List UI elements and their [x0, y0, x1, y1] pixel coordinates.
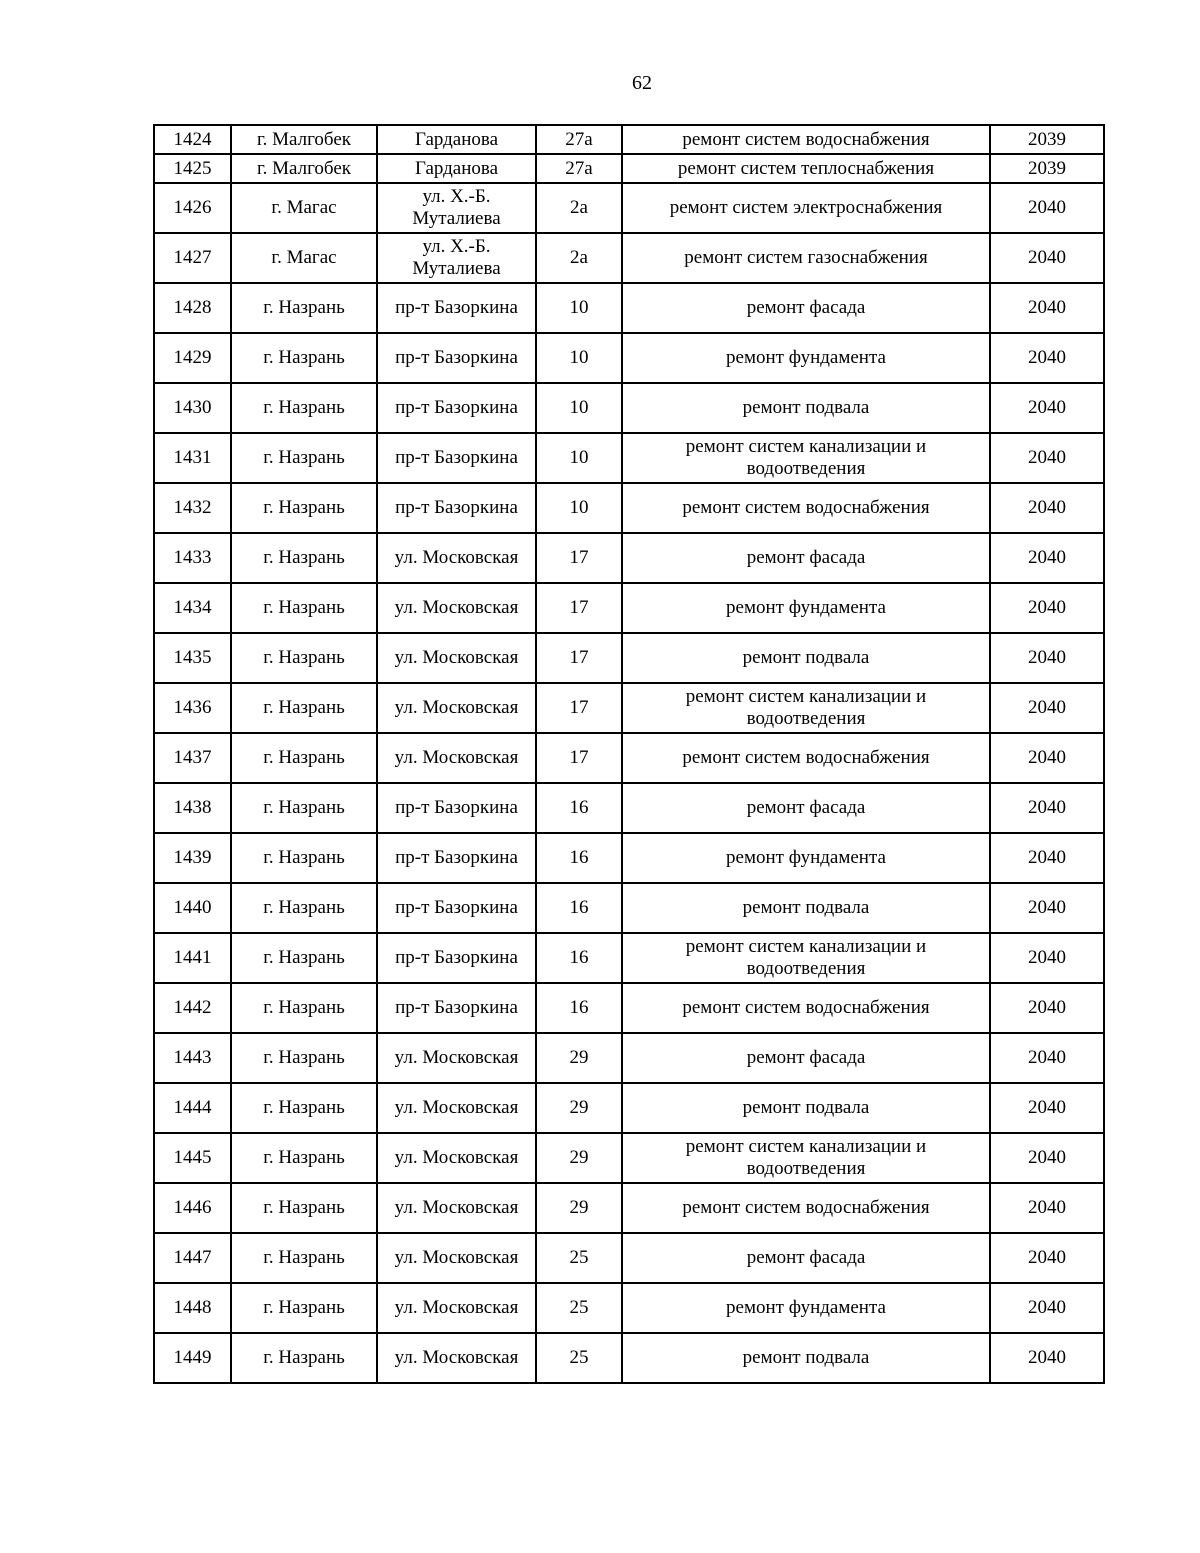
street-cell: ул. Московская — [377, 683, 536, 733]
table-row — [154, 1283, 1104, 1333]
year-cell: 2040 — [990, 833, 1104, 883]
year-cell: 2040 — [990, 183, 1104, 233]
table-row — [154, 1233, 1104, 1283]
table-row — [154, 183, 1104, 233]
year-cell: 2040 — [990, 333, 1104, 383]
work-type-cell: ремонт систем водоснабжения — [622, 483, 990, 533]
work-type-cell: ремонт систем газоснабжения — [622, 233, 990, 283]
city-cell: г. Малгобек — [231, 154, 377, 183]
house-number-cell: 17 — [536, 683, 622, 733]
work-type-cell: ремонт фундамента — [622, 333, 990, 383]
table-row — [154, 583, 1104, 633]
city-cell: г. Назрань — [231, 933, 377, 983]
table-row — [154, 283, 1104, 333]
work-type-cell: ремонт фундамента — [622, 833, 990, 883]
table-row — [154, 483, 1104, 533]
table-row — [154, 1133, 1104, 1183]
street-cell: Гарданова — [377, 125, 536, 154]
street-cell: пр-т Базоркина — [377, 483, 536, 533]
house-number-cell: 17 — [536, 633, 622, 683]
city-cell: г. Назрань — [231, 633, 377, 683]
work-type-cell: ремонт систем теплоснабжения — [622, 154, 990, 183]
city-cell: г. Назрань — [231, 283, 377, 333]
street-cell: ул. Московская — [377, 1083, 536, 1133]
city-cell: г. Назрань — [231, 733, 377, 783]
row-number-cell: 1431 — [154, 433, 231, 483]
city-cell: г. Назрань — [231, 483, 377, 533]
table-row — [154, 533, 1104, 583]
table-row — [154, 125, 1104, 154]
row-number-cell: 1426 — [154, 183, 231, 233]
row-number-cell: 1442 — [154, 983, 231, 1033]
street-cell: ул. Московская — [377, 1283, 536, 1333]
page-number: 62 — [632, 72, 652, 94]
work-type-cell: ремонт подвала — [622, 633, 990, 683]
table-row — [154, 233, 1104, 283]
work-type-cell: ремонт подвала — [622, 1083, 990, 1133]
row-number-cell: 1432 — [154, 483, 231, 533]
city-cell: г. Назрань — [231, 1233, 377, 1283]
house-number-cell: 10 — [536, 483, 622, 533]
repair-schedule-table — [153, 124, 1105, 1384]
row-number-cell: 1447 — [154, 1233, 231, 1283]
house-number-cell: 29 — [536, 1183, 622, 1233]
city-cell: г. Назрань — [231, 333, 377, 383]
work-type-cell: ремонт фасада — [622, 283, 990, 333]
house-number-cell: 25 — [536, 1333, 622, 1383]
house-number-cell: 10 — [536, 433, 622, 483]
row-number-cell: 1428 — [154, 283, 231, 333]
house-number-cell: 17 — [536, 733, 622, 783]
row-number-cell: 1448 — [154, 1283, 231, 1333]
year-cell: 2040 — [990, 633, 1104, 683]
row-number-cell: 1425 — [154, 154, 231, 183]
street-cell: пр-т Базоркина — [377, 433, 536, 483]
row-number-cell: 1435 — [154, 633, 231, 683]
city-cell: г. Назрань — [231, 833, 377, 883]
work-type-cell: ремонт систем электроснабжения — [622, 183, 990, 233]
row-number-cell: 1436 — [154, 683, 231, 733]
table-row — [154, 1033, 1104, 1083]
table-row — [154, 1183, 1104, 1233]
table-row — [154, 783, 1104, 833]
year-cell: 2039 — [990, 125, 1104, 154]
street-cell: ул. Х.-Б. Муталиева — [377, 183, 536, 233]
table-row — [154, 683, 1104, 733]
city-cell: г. Назрань — [231, 1183, 377, 1233]
year-cell: 2040 — [990, 733, 1104, 783]
house-number-cell: 2а — [536, 233, 622, 283]
city-cell: г. Магас — [231, 233, 377, 283]
street-cell: пр-т Базоркина — [377, 333, 536, 383]
table-row — [154, 983, 1104, 1033]
work-type-cell: ремонт подвала — [622, 383, 990, 433]
city-cell: г. Назрань — [231, 1333, 377, 1383]
row-number-cell: 1439 — [154, 833, 231, 883]
year-cell: 2040 — [990, 383, 1104, 433]
year-cell: 2040 — [990, 283, 1104, 333]
work-type-cell: ремонт систем канализации и водоотведения — [622, 1133, 990, 1183]
street-cell: пр-т Базоркина — [377, 283, 536, 333]
house-number-cell: 17 — [536, 533, 622, 583]
row-number-cell: 1429 — [154, 333, 231, 383]
work-type-cell: ремонт подвала — [622, 883, 990, 933]
table-row — [154, 433, 1104, 483]
table-row — [154, 154, 1104, 183]
city-cell: г. Назрань — [231, 783, 377, 833]
house-number-cell: 17 — [536, 583, 622, 633]
work-type-cell: ремонт фасада — [622, 1033, 990, 1083]
year-cell: 2040 — [990, 983, 1104, 1033]
table-row — [154, 383, 1104, 433]
city-cell: г. Назрань — [231, 683, 377, 733]
row-number-cell: 1437 — [154, 733, 231, 783]
house-number-cell: 29 — [536, 1133, 622, 1183]
house-number-cell: 16 — [536, 833, 622, 883]
work-type-cell: ремонт систем канализации и водоотведения — [622, 933, 990, 983]
work-type-cell: ремонт систем водоснабжения — [622, 733, 990, 783]
row-number-cell: 1434 — [154, 583, 231, 633]
row-number-cell: 1445 — [154, 1133, 231, 1183]
work-type-cell: ремонт фасада — [622, 1233, 990, 1283]
city-cell: г. Назрань — [231, 583, 377, 633]
table-row — [154, 1083, 1104, 1133]
row-number-cell: 1433 — [154, 533, 231, 583]
city-cell: г. Назрань — [231, 1283, 377, 1333]
street-cell: ул. Х.-Б. Муталиева — [377, 233, 536, 283]
house-number-cell: 29 — [536, 1083, 622, 1133]
street-cell: ул. Московская — [377, 533, 536, 583]
house-number-cell: 10 — [536, 283, 622, 333]
street-cell: пр-т Базоркина — [377, 883, 536, 933]
street-cell: ул. Московская — [377, 733, 536, 783]
house-number-cell: 16 — [536, 783, 622, 833]
year-cell: 2040 — [990, 1183, 1104, 1233]
city-cell: г. Назрань — [231, 383, 377, 433]
row-number-cell: 1440 — [154, 883, 231, 933]
house-number-cell: 2а — [536, 183, 622, 233]
year-cell: 2040 — [990, 1333, 1104, 1383]
row-number-cell: 1446 — [154, 1183, 231, 1233]
house-number-cell: 10 — [536, 333, 622, 383]
row-number-cell: 1443 — [154, 1033, 231, 1083]
work-type-cell: ремонт фундамента — [622, 1283, 990, 1333]
year-cell: 2040 — [990, 1083, 1104, 1133]
house-number-cell: 16 — [536, 983, 622, 1033]
house-number-cell: 16 — [536, 883, 622, 933]
year-cell: 2040 — [990, 1283, 1104, 1333]
table-row — [154, 1333, 1104, 1383]
house-number-cell: 27а — [536, 125, 622, 154]
street-cell: ул. Московская — [377, 1233, 536, 1283]
year-cell: 2040 — [990, 933, 1104, 983]
row-number-cell: 1427 — [154, 233, 231, 283]
table-row — [154, 733, 1104, 783]
house-number-cell: 25 — [536, 1283, 622, 1333]
street-cell: пр-т Базоркина — [377, 783, 536, 833]
street-cell: ул. Московская — [377, 1033, 536, 1083]
city-cell: г. Малгобек — [231, 125, 377, 154]
table-row — [154, 883, 1104, 933]
work-type-cell: ремонт систем канализации и водоотведения — [622, 683, 990, 733]
house-number-cell: 29 — [536, 1033, 622, 1083]
street-cell: ул. Московская — [377, 1183, 536, 1233]
table-row — [154, 933, 1104, 983]
year-cell: 2040 — [990, 583, 1104, 633]
street-cell: ул. Московская — [377, 583, 536, 633]
house-number-cell: 25 — [536, 1233, 622, 1283]
street-cell: пр-т Базоркина — [377, 833, 536, 883]
year-cell: 2040 — [990, 1133, 1104, 1183]
table-row — [154, 633, 1104, 683]
work-type-cell: ремонт фундамента — [622, 583, 990, 633]
row-number-cell: 1430 — [154, 383, 231, 433]
work-type-cell: ремонт систем водоснабжения — [622, 125, 990, 154]
year-cell: 2040 — [990, 1233, 1104, 1283]
year-cell: 2039 — [990, 154, 1104, 183]
year-cell: 2040 — [990, 483, 1104, 533]
table-body — [154, 125, 1104, 1383]
work-type-cell: ремонт систем водоснабжения — [622, 983, 990, 1033]
work-type-cell: ремонт подвала — [622, 1333, 990, 1383]
street-cell: ул. Московская — [377, 1333, 536, 1383]
table-row — [154, 833, 1104, 883]
house-number-cell: 10 — [536, 383, 622, 433]
year-cell: 2040 — [990, 683, 1104, 733]
street-cell: Гарданова — [377, 154, 536, 183]
city-cell: г. Назрань — [231, 983, 377, 1033]
row-number-cell: 1444 — [154, 1083, 231, 1133]
year-cell: 2040 — [990, 1033, 1104, 1083]
city-cell: г. Назрань — [231, 1083, 377, 1133]
year-cell: 2040 — [990, 533, 1104, 583]
street-cell: пр-т Базоркина — [377, 383, 536, 433]
city-cell: г. Магас — [231, 183, 377, 233]
year-cell: 2040 — [990, 433, 1104, 483]
city-cell: г. Назрань — [231, 433, 377, 483]
work-type-cell: ремонт систем водоснабжения — [622, 1183, 990, 1233]
row-number-cell: 1424 — [154, 125, 231, 154]
year-cell: 2040 — [990, 233, 1104, 283]
year-cell: 2040 — [990, 883, 1104, 933]
work-type-cell: ремонт фасада — [622, 533, 990, 583]
work-type-cell: ремонт систем канализации и водоотведения — [622, 433, 990, 483]
house-number-cell: 16 — [536, 933, 622, 983]
city-cell: г. Назрань — [231, 533, 377, 583]
street-cell: ул. Московская — [377, 1133, 536, 1183]
street-cell: пр-т Базоркина — [377, 933, 536, 983]
city-cell: г. Назрань — [231, 883, 377, 933]
table-row — [154, 333, 1104, 383]
city-cell: г. Назрань — [231, 1033, 377, 1083]
street-cell: пр-т Базоркина — [377, 983, 536, 1033]
street-cell: ул. Московская — [377, 633, 536, 683]
work-type-cell: ремонт фасада — [622, 783, 990, 833]
house-number-cell: 27а — [536, 154, 622, 183]
row-number-cell: 1438 — [154, 783, 231, 833]
city-cell: г. Назрань — [231, 1133, 377, 1183]
row-number-cell: 1449 — [154, 1333, 231, 1383]
year-cell: 2040 — [990, 783, 1104, 833]
row-number-cell: 1441 — [154, 933, 231, 983]
